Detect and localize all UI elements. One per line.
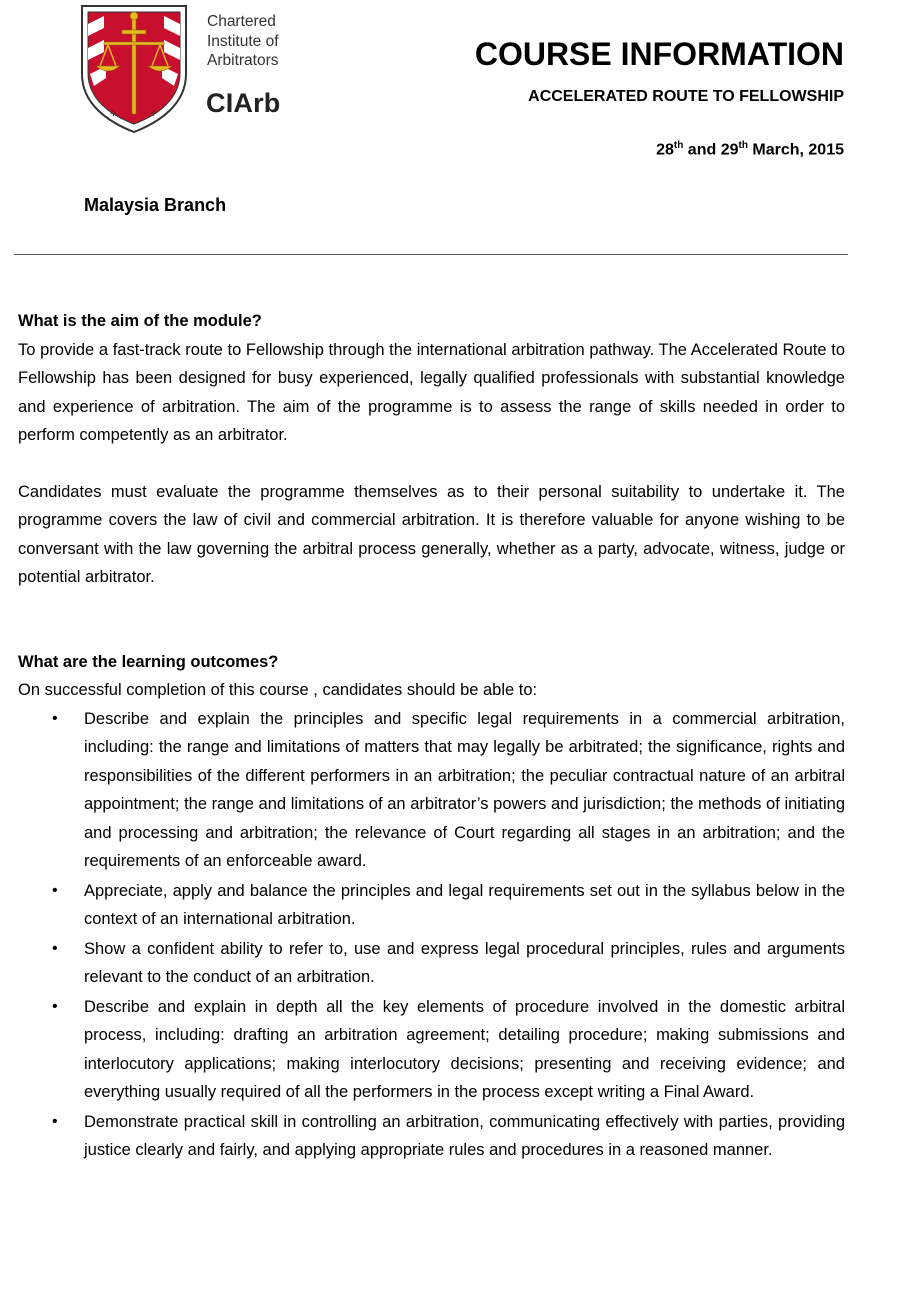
org-name: [207, 12, 279, 71]
aim-paragraph: Candidates must evaluate the programme themselves as to their personal suitability to undertake it. The programme covers the law of civil and commercial arbitration. It is therefore valuable for anyone wishing to be conversant with the law governing the arbitral process generally, whether as a party, advocate, witness, judge or potential arbitrator.: [18, 482, 845, 586]
date-month-year: March, 2015: [747, 141, 844, 159]
list-item-text: Appreciate, apply and balance the principles and legal requirements set out in the syllabus below in the context of an international arbitration.: [84, 881, 845, 928]
list-item-text: Demonstrate practical skill in controlling an arbitration, communicating effectively with parties, providing justice clearly and fairly, and applying appropriate rules and procedures in a reasoned manner.: [84, 1112, 845, 1159]
bullet-icon: •: [52, 939, 58, 957]
document-subtitle: ACCELERATED ROUTE TO FELLOWSHIP: [528, 88, 844, 105]
branch-name: Malaysia Branch: [84, 195, 227, 215]
svg-text:✢: ✢: [110, 109, 117, 118]
list-item-text: Show a confident ability to refer to, use and express legal procedural principles, rules and arguments relevant to the conduct of an arbitration.: [84, 939, 845, 986]
header-divider: [14, 254, 848, 255]
ciarb-shield-logo: [80, 4, 188, 134]
svg-text:✢: ✢: [150, 109, 157, 118]
list-item: [18, 993, 845, 1107]
list-item: [18, 1108, 845, 1165]
list-item-text: Describe and explain in depth all the key elements of procedure involved in the domestic arbitral process, including: drafting an arbitration agreement; detailing procedure; making submissions and interlocutory applications; making interlocutory decisions; presenting and receiving evidence; and everything usually required of all the performers in the process except writing a Final Award.: [84, 997, 845, 1101]
bullet-icon: •: [52, 881, 58, 899]
outcomes-intro: On successful completion of this course , candidates should be able to:: [18, 681, 538, 699]
outcomes-list: [18, 705, 845, 1165]
org-abbreviation: CIArb: [206, 88, 281, 118]
org-name-line: Institute of: [207, 32, 279, 50]
aim-paragraph: To provide a fast-track route to Fellowship through the international arbitration pathway. The Accelerated Route to Fellowship has been designed for busy experienced, legally qualified professionals with substantial knowledge and experience of arbitration. The aim of the programme is to assess the range of skills needed in order to perform competently as an arbitrator.: [18, 340, 845, 444]
paragraph-spacer: [18, 450, 845, 478]
section-spacer: [18, 592, 845, 648]
date-day2: 29: [720, 141, 739, 159]
list-item-text: Describe and explain the principles and specific legal requirements in a commercial arbitration, including: the range and limitations of matters that may legally be arbitrated; the significance, rights and responsibilities of the different performers in an arbitration; the peculiar contractual nature of an arbitral appointment; the range and limitations of an arbitrator’s powers and jurisdiction; the methods of initiating and processing and arbitration; the relevance of Court regarding all stages in an arbitration; and the requirements of an enforceable award.: [84, 709, 845, 870]
org-name-line: Chartered: [207, 13, 276, 30]
course-date: [656, 140, 844, 159]
list-item: [18, 705, 845, 876]
bullet-icon: •: [52, 997, 58, 1015]
section-heading-aim: What is the aim of the module?: [18, 312, 262, 330]
bullet-icon: •: [52, 709, 58, 727]
list-item: [18, 877, 845, 934]
org-name-line: Arbitrators: [207, 52, 279, 69]
document-body: [18, 307, 845, 1166]
bullet-icon: •: [52, 1112, 58, 1130]
section-heading-outcomes: What are the learning outcomes?: [18, 652, 279, 671]
date-connector: and: [683, 141, 721, 159]
list-item: [18, 935, 845, 992]
date-day1-suffix: th: [673, 140, 684, 151]
document-title: COURSE INFORMATION: [474, 36, 844, 72]
date-day1: 28: [656, 141, 674, 159]
date-day2-suffix: th: [738, 140, 748, 151]
